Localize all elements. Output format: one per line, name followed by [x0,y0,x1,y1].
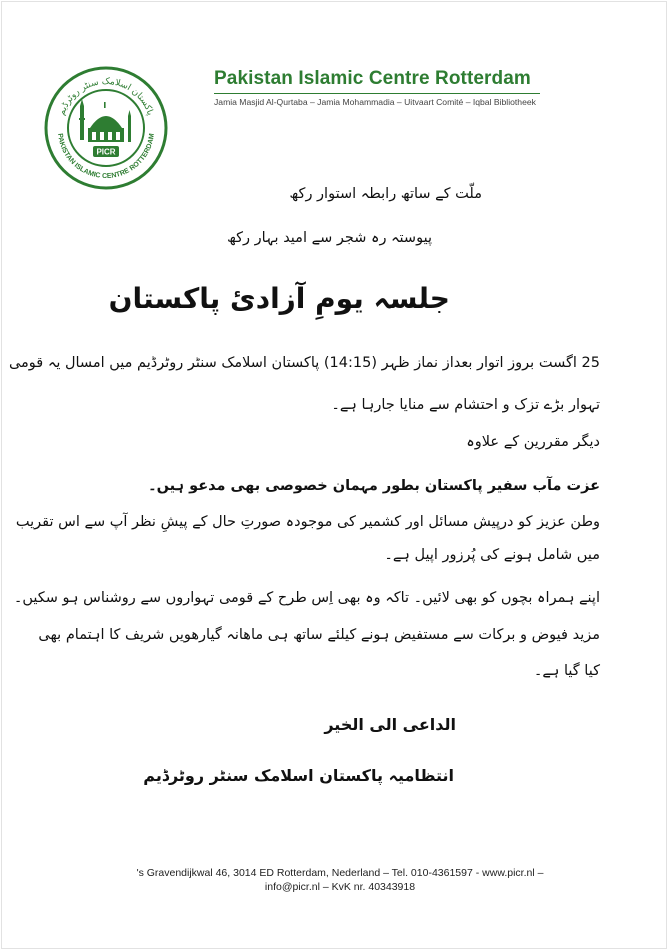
org-subtitle: Jamia Masjid Al-Qurtaba – Jamia Mohammadia – Uitvaart Comité – Iqbal Bibliotheek [214,97,536,107]
verse-line-2: پیوستہ رہ شجر سے امید بہار رکھ [226,230,432,246]
para1-line2: تہوار بڑے تزک و احتشام سے منایا جارہا ہے۔ [331,397,600,413]
para2-line1: وطن عزیز کو درپیش مسائل اور کشمیر کی موجودہ صورتِ حال کے پیشِ نظر آپ سے اس تقریب [15,514,600,530]
ambassador-line: عزت مآب سفیر پاکستان بطور مہمان خصوصی بھی مدعو ہیں۔ [148,478,600,494]
children-line: اپنے ہمراہ بچوں کو بھی لائیں۔ تاکہ وہ بھی اِس طرح کے قومی تہواروں سے روشناس ہو سکیں۔ [13,590,600,606]
signoff-line-1: الداعی الی الخیر [324,715,456,734]
para1-line1: 25 اگست بروز اتوار بعداز نماز ظہر (14:15) پاکستان اسلامک سنٹر روٹرڈیم میں امسال یہ قومی [8,355,600,371]
para2-line2: میں شامل ہونے کی پُرزور اپیل ہے۔ [384,547,600,563]
logo-badge: PICR [96,147,116,157]
signoff-line-2: انتظامیہ پاکستان اسلامک سنٹر روٹرڈیم [143,766,454,785]
para3-line1: مزید فیوض و برکات سے مستفیض ہونے کیلئے ساتھ ہی ماھانہ گیارھویں شریف کا اہتمام بھی [38,627,600,643]
para3-line2: کیا گیا ہے۔ [533,663,600,679]
verse-line-1: ملّت کے ساتھ رابطہ استوار رکھ [289,186,482,202]
title-underline [214,93,540,94]
guests-line: دیگر مقررین کے علاوہ [466,434,600,450]
page-title: جلسہ یومِ آزادئ پاکستان [108,282,450,315]
footer-contact: info@picr.nl – KvK nr. 40343918 [264,881,416,893]
footer-address: 's Gravendijkwal 46, 3014 ED Rotterdam, Nederland – Tel. 010-4361597 - www.picr.nl – [136,867,544,879]
org-title: Pakistan Islamic Centre Rotterdam [214,68,531,89]
picr-logo [44,66,168,190]
logo-ring-text-bottom: PAKISTAN ISLAMIC CENTRE ROTTERDAM [56,133,156,181]
logo-ring-text-top: پاکستان اسلامک سنٹر روٹرڈیم [57,76,155,117]
